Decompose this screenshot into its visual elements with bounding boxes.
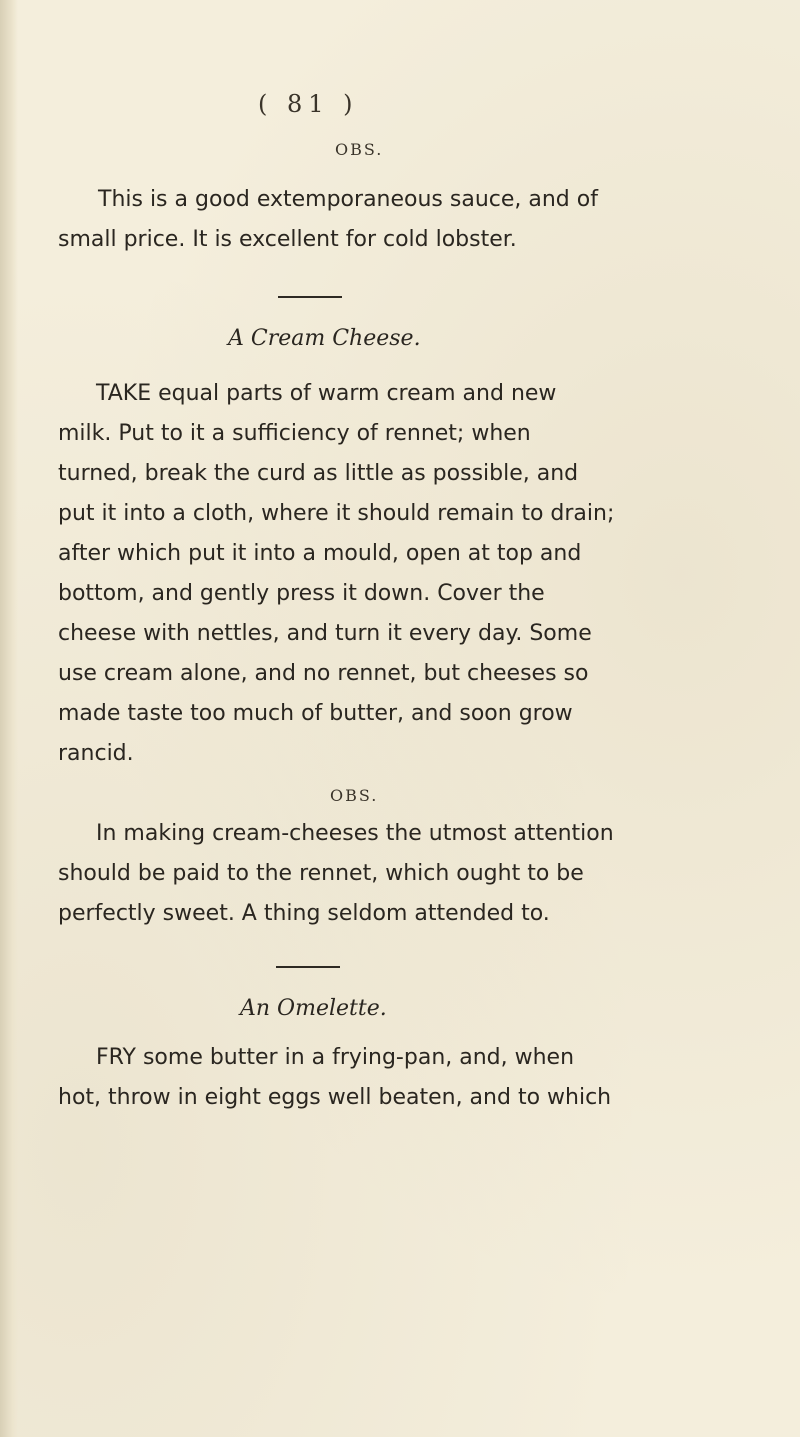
recipe-title: An Omelette. xyxy=(240,996,387,1021)
text-line: cheese with nettles, and turn it every day. Some xyxy=(58,621,592,646)
text-line: made taste too much of butter, and soon grow xyxy=(58,701,573,726)
text-line: bottom, and gently press it down. Cover the xyxy=(58,581,545,606)
page-gutter xyxy=(0,0,18,1437)
obs-paragraph xyxy=(58,180,658,260)
text-line: after which put it into a mould, open at top and xyxy=(58,541,582,566)
text-line: milk. Put to it a sufficiency of rennet; when xyxy=(58,421,531,446)
obs-label: OBS. xyxy=(330,786,379,805)
page-number: ( 81 ) xyxy=(258,90,359,118)
text-line: should be paid to the rennet, which ought to be xyxy=(58,861,584,886)
text-line: rancid. xyxy=(58,741,134,766)
text-line: put it into a cloth, where it should remain to drain; xyxy=(58,501,615,526)
recipe-paragraph xyxy=(58,1038,658,1118)
text-line: hot, throw in eight eggs well beaten, and to which xyxy=(58,1085,612,1110)
section-divider xyxy=(278,296,342,298)
text-line: turned, break the curd as little as possible, and xyxy=(58,461,579,486)
text-line: This is a good extemporaneous sauce, and of xyxy=(98,187,598,212)
section-divider xyxy=(276,966,340,968)
text-line: perfectly sweet. A thing seldom attended to. xyxy=(58,901,550,926)
text-line: small price. It is excellent for cold lobster. xyxy=(58,227,517,252)
text-line: TAKE equal parts of warm cream and new xyxy=(96,381,557,406)
obs-label: OBS. xyxy=(335,140,384,159)
recipe-paragraph xyxy=(58,374,658,774)
recipe-title: A Cream Cheese. xyxy=(228,326,421,351)
text-line: use cream alone, and no rennet, but cheeses so xyxy=(58,661,589,686)
obs-paragraph xyxy=(58,814,658,934)
text-line: FRY some butter in a frying-pan, and, when xyxy=(96,1045,575,1070)
text-line: In making cream-cheeses the utmost attention xyxy=(96,821,614,846)
